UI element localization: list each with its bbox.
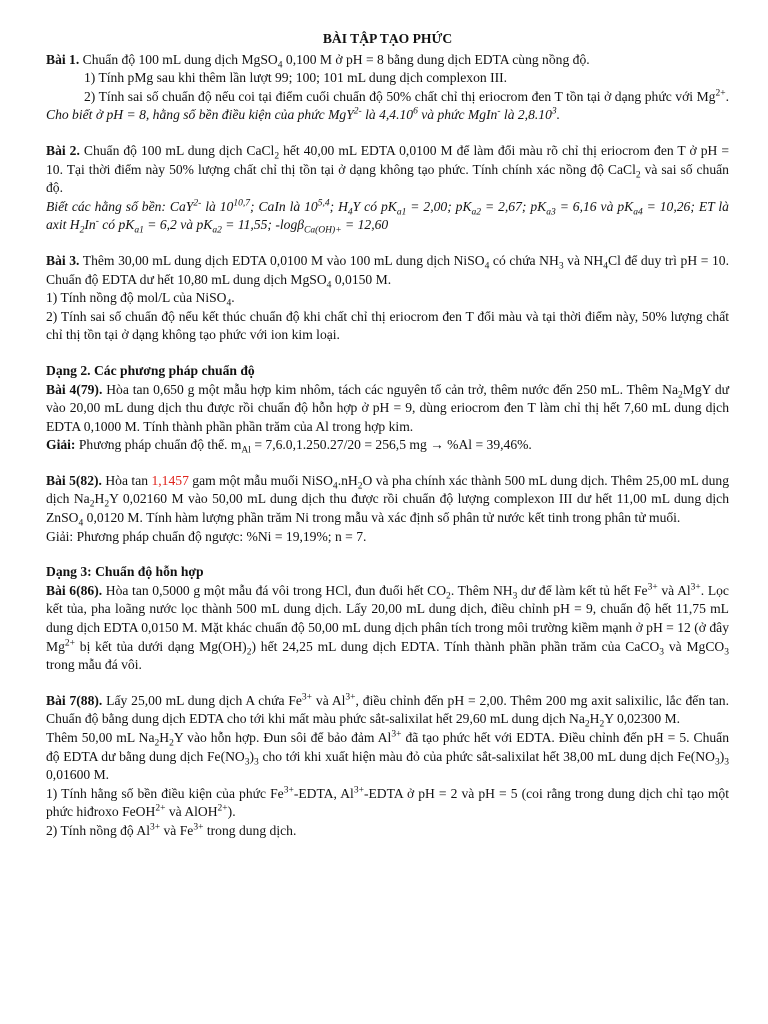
bai2-statement: Bài 2. Chuẩn độ 100 mL dung dịch CaCl$_2$ hết 40,00 mL EDTA 0,0100 M để làm đổi màu rõ chỉ thị eriocrom đen T ở pH = 10. Tại thời điểm này 50% lượng chất chỉ thị tồn tại ở dạng không tạo phức. Tính chính xác nồng độ CaCl$_2$ và sai số chuẩn độ. <box>46 142 729 196</box>
bai5-statement: Bài 5(82). Hòa tan 1,1457 gam một mẫu muối $NiSO_4.nH_2O$ và pha chính xác thành 500 mL dung dịch. Thêm 25,00 mL dung dịch $Na_2H_2Y$ 0,02160 M vào 50,00 mL dung dịch thu được rồi chuẩn độ lượng complexon III dư hết 11,00 mL dung dịch ZnSO$_4$ 0,0120 M. Tính hàm lượng phần trăm Ni trong mẫu và xác định số phân tử nước kết tinh trong phân tử muối. <box>46 472 730 529</box>
bai7-paragraph-2: Thêm 50,00 mL $Na_2H_2Y$ vào hỗn hợp. Đun sôi để bảo đảm $Al^{3+}$ đã tạo phức hết với EDTA. Điều chỉnh đến pH = 5. Chuẩn độ EDTA dư bằng dung dịch $Fe(NO_3)_3$ cho tới khi xuất hiện màu đỏ của phức sắt-salixilat hết 38,00 mL dung dịch $Fe(NO_3)_3$ 0,01600 M. <box>46 729 730 783</box>
bai7-statement: Bài 7(88). Lấy 25,00 mL dung dịch A chứa $Fe^{3+}$ và $Al^{3+}$, điều chỉnh đến pH = 2,00. Thêm 200 mg axit salixilic, lắc đến tan. Chuẩn độ bằng dung dịch EDTA cho tới khi mất màu phức sắt-salixilat hết 29,60 mL dung dịch $Na_2H_2Y$ 0,02300 M. <box>46 692 729 731</box>
bai7-question-1: 1) Tính hằng số bền điều kiện của phức $Fe^{3+}$-EDTA, $Al^{3+}$-EDTA ở pH = 2 và pH = 5 (coi rằng trong dung dịch chỉ tạo một phức hiđroxo FeOH$^{2+}$ và AlOH$^{2+}$). <box>46 785 729 820</box>
section-heading-dang2: Dạng 2. Các phương pháp chuẩn độ <box>46 362 255 378</box>
bai4-statement: Bài 4(79). Hòa tan 0,650 g một mẫu hợp kim nhôm, tách các nguyên tố cản trở, thêm nước đến 250 mL. Thêm $Na_2MgY$ dư vào 20,00 mL dung dịch thu được rồi chuẩn độ hỗn hợp ở pH = 9, dùng eriocrom đen T làm chỉ thị hết 7,60 mL dung dịch EDTA 0,1000 M. Tính thành phần phần trăm của Al trong hợp kim. <box>46 381 729 434</box>
section-heading-dang3: Dạng 3: Chuẩn độ hỗn hợp <box>46 564 204 580</box>
bai1-heading: Bài 1. <box>46 51 80 67</box>
bai7-heading: Bài 7(88). <box>46 692 103 708</box>
bai1-statement: Bài 1. Chuẩn độ 100 mL dung dịch MgSO$_4$ 0,100 M ở pH = 8 bằng dung dịch EDTA cùng nồng độ. <box>46 51 590 71</box>
bai2-heading: Bài 2. <box>46 142 80 158</box>
bai6-statement: Bài 6(86). Hòa tan 0,5000 g một mẫu đá vôi trong HCl, đun đuổi hết $CO_2$. Thêm $NH_3$ dư để làm kết tủ hết $Fe^{3+}$ và $Al^{3+}$. Lọc kết tủa, pha loãng nước lọc thành 500 mL dung dịch. Lấy 20,00 mL dung dịch, điều chỉnh pH = 9, chuẩn độ hết 11,75 mL dung dịch EDTA 0,0150 M. Mặt khác chuẩn độ 50,00 mL dung dịch phân tích trong môi trường kiềm mạnh ở pH = 12 (ở đây $Mg^{2+}$ bị kết tủa dưới dạng $Mg(OH)_2$) hết 24,25 mL dung dịch EDTA. Tính thành phần phần trăm của CaCO$_3$ và MgCO$_3$ trong mẫu đá vôi. <box>46 582 729 673</box>
bai7-question-2: 2) Tính nồng độ $Al^{3+}$ và $Fe^{3+}$ trong dung dịch. <box>46 822 297 838</box>
highlighted-mass: 1,1457 <box>151 472 189 488</box>
bai5-heading: Bài 5(82). <box>46 472 102 488</box>
bai4-solution: Giải: Phương pháp chuẩn độ thế. $m_{Al} = 7,6.0,1.250.27/20 = 256,5$ mg → %Al = 39,46%. <box>46 437 532 456</box>
bai6-heading: Bài 6(86). <box>46 582 103 598</box>
bai1-question-1: 1) Tính pMg sau khi thêm lần lượt 99; 100; 101 mL dung dịch complexon III. <box>84 70 508 86</box>
bai4-heading: Bài 4(79). <box>46 381 103 397</box>
bai3-heading: Bài 3. <box>46 252 80 268</box>
bai2-constants: Biết các hằng số bền: CaY$^{2-}$ là 10$^{10,7}$; CaIn là 10$^{5,4}$; $H_4Y$ có $pK_{a1} = 2,00$; $pK_{a2} = 2,67$; $pK_{a3} = 6,16$ và $pK_{a4} = 10,26$; ET là axit $H_2In^-$ có $pK_{a1} = 6,2$ và $pK_{a2} = 11,55$; -logβ$_{Ca(OH)+}$ = 12,60 <box>46 198 729 237</box>
bai3-question-2: 2) Tính sai số chuẩn độ nếu kết thúc chuẩn độ khi chất chỉ thị eriocrom đen T đổi màu và tại thời điểm này, 50% lượng chất chỉ thị tồn tại ở dạng không tạo phức với ion kim loại. <box>46 308 729 343</box>
bai1-question-2: 2) Tính sai số chuẩn độ nếu coi tại điểm cuối chuẩn độ 50% chất chỉ thị eriocrom đen T tồn tại ở dạng phức với $Mg^{2+}$. Cho biết ở pH = 8, hằng số bền điều kiện của phức MgY$^{2-}$ là 4,4.10$^6$ và phức MgIn- là 2,8.10$^3$. <box>46 88 729 123</box>
page-title: BÀI TẬP TẠO PHỨC <box>322 31 453 46</box>
bai3-statement: Bài 3. Thêm 30,00 mL dung dịch EDTA 0,0100 M vào 100 mL dung dịch NiSO$_4$ có chứa $NH_3$ và $NH_4Cl$ để duy trì pH = 10. Chuẩn độ EDTA dư hết 10,80 mL dung dịch MgSO$_4$ 0,0150 M. <box>46 252 729 291</box>
bai3-question-1: 1) Tính nồng độ mol/L của NiSO$_4$. <box>46 290 235 309</box>
bai5-solution: Giải: Phương pháp chuẩn độ ngược: %Ni = 19,19%; n = 7. <box>46 528 367 544</box>
